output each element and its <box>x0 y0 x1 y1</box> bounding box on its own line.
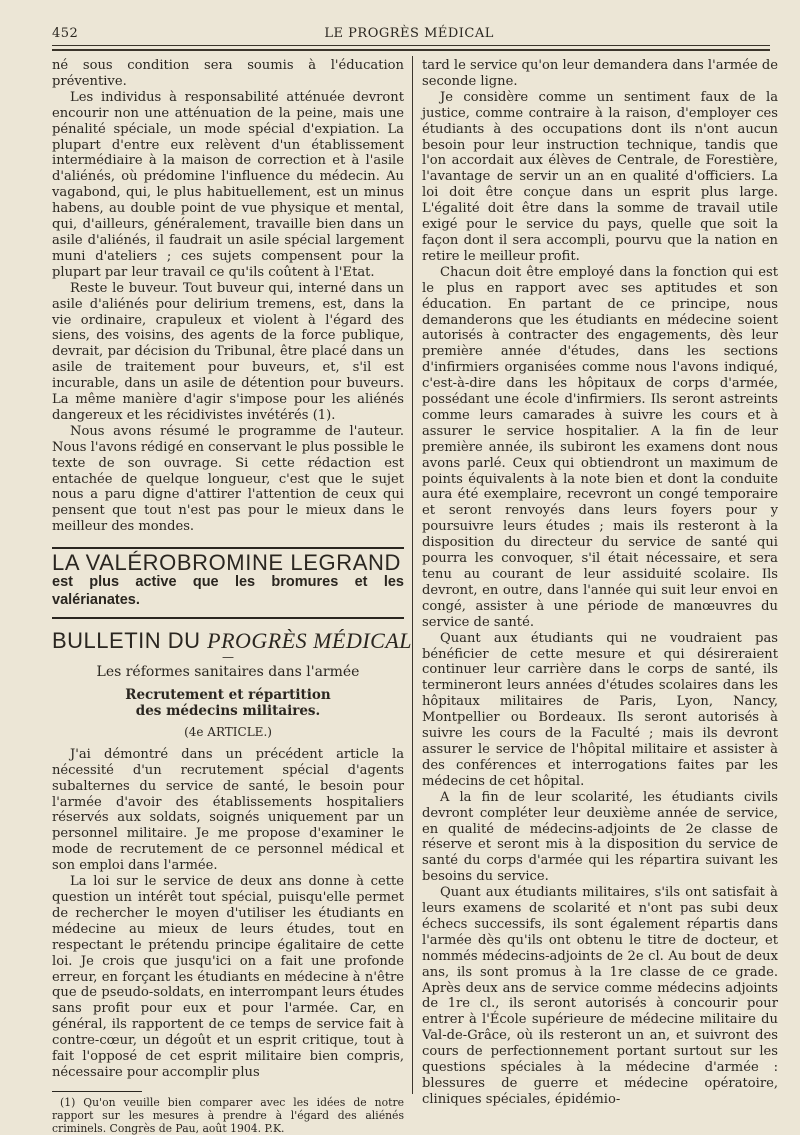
advertisement-text: est plus active que les bromures et les valérianates. <box>52 574 404 609</box>
section-dash: — <box>222 650 234 664</box>
paragraph: Quant aux étudiants militaires, s'ils ont satisfait à leurs examens de scolarité et n'ont pas subi deux échecs successifs, ils sont également répartis dans l'armée dès qu'ils ont obtenu le titre de docteur, et nommés médecins-adjoints de 2e cl. Au bout de deux ans, ils sont promus à la 1re classe de ce grade. Après deux ans de service comme médecins adjoints de 1re cl., ils seront autorisés à concourir pour entrer à l'École supérieure de médecine militaire du Val-de-Grâce, où ils resteront un an, et suivront des cours de perfectionnement portant surtout sur les questions spéciales à la médecine d'armée : blessures de guerre et médecine opératoire, cliniques spéciales, épidémio- <box>422 885 778 1107</box>
paragraph: J'ai démontré dans un précédent article la nécessité d'un recrutement spécial d'agents subalternes du service de santé, le besoin pour l'armée d'avoir des établissements hospitaliers réservés aux soldats, soignés uniquement par un personnel militaire. Je me propose d'examiner le mode de recrutement de ce personnel médical et son emploi dans l'armée. <box>52 746 404 874</box>
bulletin-heading <box>52 628 413 654</box>
article-subtitle-2: des médecins militaires. <box>135 702 321 719</box>
article-title: Les réformes sanitaires dans l'armée <box>96 664 360 680</box>
header-rule <box>52 45 770 46</box>
bulletin-name: PROGRÈS MÉDICAL <box>207 628 413 654</box>
footnote-rule <box>52 1091 142 1092</box>
article-subtitle-1: Recrutement et répartition <box>125 686 331 703</box>
paragraph: tard le service qu'on leur demandera dans l'armée de seconde ligne. <box>422 58 778 89</box>
right-column <box>422 58 778 1107</box>
paragraph: Quant aux étudiants qui ne voudraient pas bénéficier de cette mesure et qui désireraient continuer leur carrière dans le corps de santé, ils termineront leurs années d'études scolaires dans les hôpitaux militaires de Paris, Lyon, Nancy, Montpellier ou Bordeaux. Ils seront autorisés à suivre les cours de la Faculté ; mais ils devront assurer le service de l'hôpital militaire et assister à des conférences et interrogations faites par les médecins de cet hôpital. <box>422 630 778 789</box>
advertisement-rule <box>52 617 404 619</box>
column-divider <box>412 56 413 1094</box>
paragraph: Chacun doit être employé dans la fonction qui est le plus en rapport avec ses aptitudes et son éducation. En partant de ce principe, nous demanderons que les étudiants en médecine soient autorisés à contracter des engagements, dès leur première année d'études, dans les sections d'infirmiers organisées comme nous l'avons indiqué, c'est-à-dire dans les hôpitaux de corps d'armée, possédant une école d'infirmiers. Ils seront astreints comme leurs camarades à suivre les cours et à assurer le service hospitalier. A la fin de leur première année, ils subiront les examens dont nous avons parlé. Ceux qui obtiendront un maximum de points équivalents à la note bien et dont la conduite aura été exemplaire, recevront un congé temporaire et seront renvoyés dans leurs foyers pour y poursuivre leurs études ; mais ils resteront à la disposition du directeur du service de santé qui pourra les convoquer, s'il était nécessaire, et sera tenu au courant de leur assiduité scolaire. Ils devront, en outre, dans l'année qui suit leur envoi en congé, assister à une période de manœuvres du service de santé. <box>422 264 778 630</box>
paragraph: né sous condition sera soumis à l'éducation préventive. <box>52 58 404 89</box>
left-column <box>52 58 413 1135</box>
paragraph: Reste le buveur. Tout buveur qui, interné dans un asile d'aliénés pour delirium tremens, est, dans la vie ordinaire, crapuleux et violent à l'égard des siens, des voisins, des agents de la force publique, devrait, par décision du Tribunal, être placé dans un asile de traitement pour buveurs, et, s'il est incurable, dans un asile de détention pour buveurs. La même manière d'agir s'impose pour les aliénés dangereux et les récidivistes invétérés (1). <box>52 280 404 423</box>
paragraph: La loi sur le service de deux ans donne à cette question un intérêt tout spécial, puisqu'elle permet de rechercher le moyen d'utiliser les étudiants en médecine au mieux de leurs études, tout en respectant le prétendu principe égalitaire de cette loi. Je crois que jusqu'ici on a fait une profonde erreur, en forçant les étudiants en médecine à n'être que de pseudo-soldats, en interrompant leurs études sans profit pour eux et pour l'armée. Car, en général, ils rapportent de ce temps de service fait à contre-cœur, un dégoût et un esprit critique, tout à fait l'opposé de cet esprit militaire bien compris, nécessaire pour accomplir plus <box>52 874 404 1080</box>
header-rule-thick <box>52 49 770 51</box>
page-header <box>52 22 770 44</box>
article-number: (4e ARTICLE.) <box>184 724 272 739</box>
footnote: (1) Qu'on veuille bien comparer avec les idées de notre rapport sur les mesures à prendre à l'égard des aliénés criminels. Congrès de Pau, août 1904. P.K. <box>52 1095 404 1135</box>
bulletin-prefix: BULLETIN DU <box>52 628 208 654</box>
advertisement-title: LA VALÉROBROMINE LEGRAND <box>52 547 404 571</box>
paragraph: Les individus à responsabilité atténuée devront encourir non une atténuation de la peine, mais une pénalité spéciale, un mode spécial d'expiation. La plupart d'entre eux relèvent d'un établissement intermédiaire à la maison de correction et à l'asile d'aliénés, où prédomine l'influence du médecin. Au vagabond, qui, le plus habituellement, est un minus habens, au double point de vue physique et mental, qui, d'ailleurs, généralement, travaille bien dans un asile d'aliénés, il faudrait un asile spécial largement muni d'ateliers ; ces sujets compensent pour la plupart par leur travail ce qu'ils coûtent à l'Etat. <box>52 89 404 280</box>
journal-title: LE PROGRÈS MÉDICAL <box>324 25 494 41</box>
page-number: 452 <box>52 25 79 41</box>
paragraph: Nous avons résumé le programme de l'auteur. Nous l'avons rédigé en conservant le plus possible le texte de son ouvrage. Si cette rédaction est entachée de quelque longueur, c'est que le sujet nous a paru digne d'attirer l'attention de ceux qui pensent que tout n'est pas pour le mieux dans le meilleur des mondes. <box>52 423 404 535</box>
paragraph: Je considère comme un sentiment faux de la justice, comme contraire à la raison, d'employer ces étudiants à des occupations dont ils n'ont aucun besoin pour leur instruction technique, tandis que l'on accordait aux élèves de Centrale, de Forestière, l'avantage de servir un an en qualité d'officiers. La loi doit être conçue dans un esprit plus large. L'égalité doit être dans la somme de travail utile exigé pour le service du pays, quelle que soit la façon dont il sera accompli, pourvu que la nation en retire le meilleur profit. <box>422 89 778 264</box>
paragraph: A la fin de leur scolarité, les étudiants civils devront compléter leur deuxième année de service, en qualité de médecins-adjoints de 2e classe de réserve et seront mis à la disposition du service de santé du corps d'armée qui les répartira suivant les besoins du service. <box>422 789 778 885</box>
